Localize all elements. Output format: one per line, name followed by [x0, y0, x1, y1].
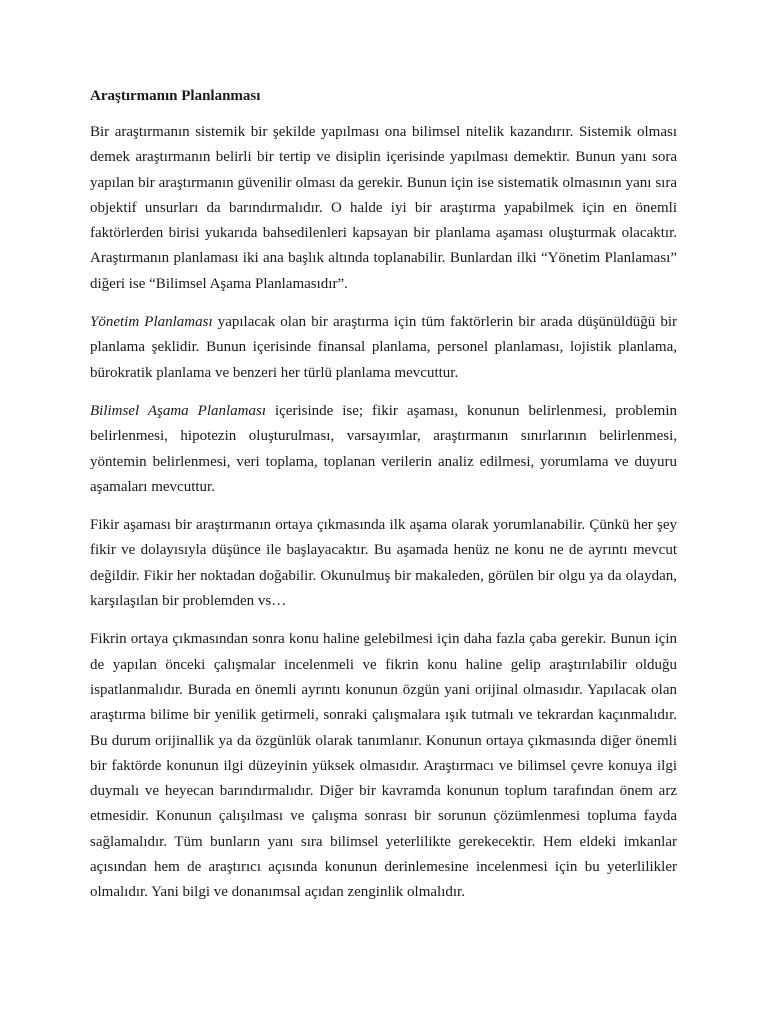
paragraph-bilimsel-asama-planlamasi	[90, 399, 677, 500]
paragraph-text: Fikir aşaması bir araştırmanın ortaya çıkmasında ilk aşama olarak yorumlanabilir. Çünkü her şey fikir ve dolayısıyla düşünce ile başlayacaktır. Bu aşamada henüz ne konu ne de ayrıntı mevcut değildir. Fikir her noktadan doğabilir. Okunulmuş bir makaleden, görülen bir olgu ya da olaydan, karşılaşılan bir problemden vs…	[90, 517, 677, 610]
document-title: Araştırmanın Planlanması	[90, 88, 261, 104]
paragraph-text: yapılacak olan bir araştırma için tüm faktörlerin bir arada düşünüldüğü bir planlama şeklidir. Bunun içerisinde finansal planlama, personel planlaması, lojistik planlama, bürokratik planlama ve benzeri her türlü planlama mevcuttur.	[90, 314, 677, 381]
paragraph-text: Bir araştırmanın sistemik bir şekilde yapılması ona bilimsel nitelik kazandırır. Sistemik olması demek araştırmanın belirli bir tertip ve disiplin içerisinde yapılması demektir. Bunun yanı sora yapılan bir araştırmanın güvenilir olması da gerekir. Bunun için ise sistematik olmasının yanı sıra objektif unsurları da barındırmalıdır. O halde iyi bir araştırma yapabilmek için en önemli faktörlerden birisi yukarıda bahsedilenleri kapsayan bir planlama aşaması oluşturmak olacaktır. Araştırmanın planlaması iki ana başlık altında toplanabilir. Bunlardan ilki “Yönetim Planlaması” diğeri ise “Bilimsel Aşama Planlamasıdır”.	[90, 124, 677, 292]
paragraph-lead-term: Bilimsel Aşama Planlaması	[90, 402, 266, 419]
paragraph-konu-haline-gelme	[90, 627, 677, 905]
paragraph-yonetim-planlamasi	[90, 310, 677, 386]
paragraph-intro	[90, 120, 677, 297]
paragraph-lead-term: Yönetim Planlaması	[90, 314, 213, 331]
paragraph-fikir-asamasi	[90, 513, 677, 614]
paragraph-text: Fikrin ortaya çıkmasından sonra konu haline gelebilmesi için daha fazla çaba gerekir. Bunun için de yapılan önceki çalışmalar incelenmeli ve fikrin konu haline gelip araştırılabilir olduğu ispatlanmalıdır. Burada en önemli ayrıntı konunun özgün yani orijinal olmasıdır. Yapılacak olan araştırma bilime bir yenilik getirmeli, sonraki çalışmalara ışık tutmalı ve tekrardan kaçınmalıdır. Bu durum orijinallik ya da özgünlük olarak tanımlanır. Konunun ortaya çıkmasında diğer önemli bir faktörde konunun ilgi düzeyinin yüksek olmasıdır. Araştırmacı ve bilimsel çevre konuya ilgi duymalı ve heyecan barındırmalıdır. Diğer bir kavramda konunun toplum tarafından önem arz etmesidir. Konunun çalışılması ve çalışma sonrası bir sorunun çözümlenmesi topluma fayda sağlamalıdır. Tüm bunların yanı sıra bilimsel yeterlilikte gerekecektir. Hem eldeki imkanlar açısından hem de araştırıcı açısında konunun derinlemesine incelenmesi için bu yeterlilikler olmalıdır. Yani bilgi ve donanımsal açıdan zenginlik olmalıdır.	[90, 631, 677, 901]
paragraph-text: içerisinde ise; fikir aşaması, konunun belirlenmesi, problemin belirlenmesi, hipotezin oluşturulması, varsayımlar, araştırmanın sınırlarının belirlenmesi, yöntemin belirlenmesi, veri toplama, toplanan verilerin analiz edilmesi, yorumlama ve duyuru aşamaları mevcuttur.	[90, 402, 678, 495]
document-page	[90, 86, 677, 919]
